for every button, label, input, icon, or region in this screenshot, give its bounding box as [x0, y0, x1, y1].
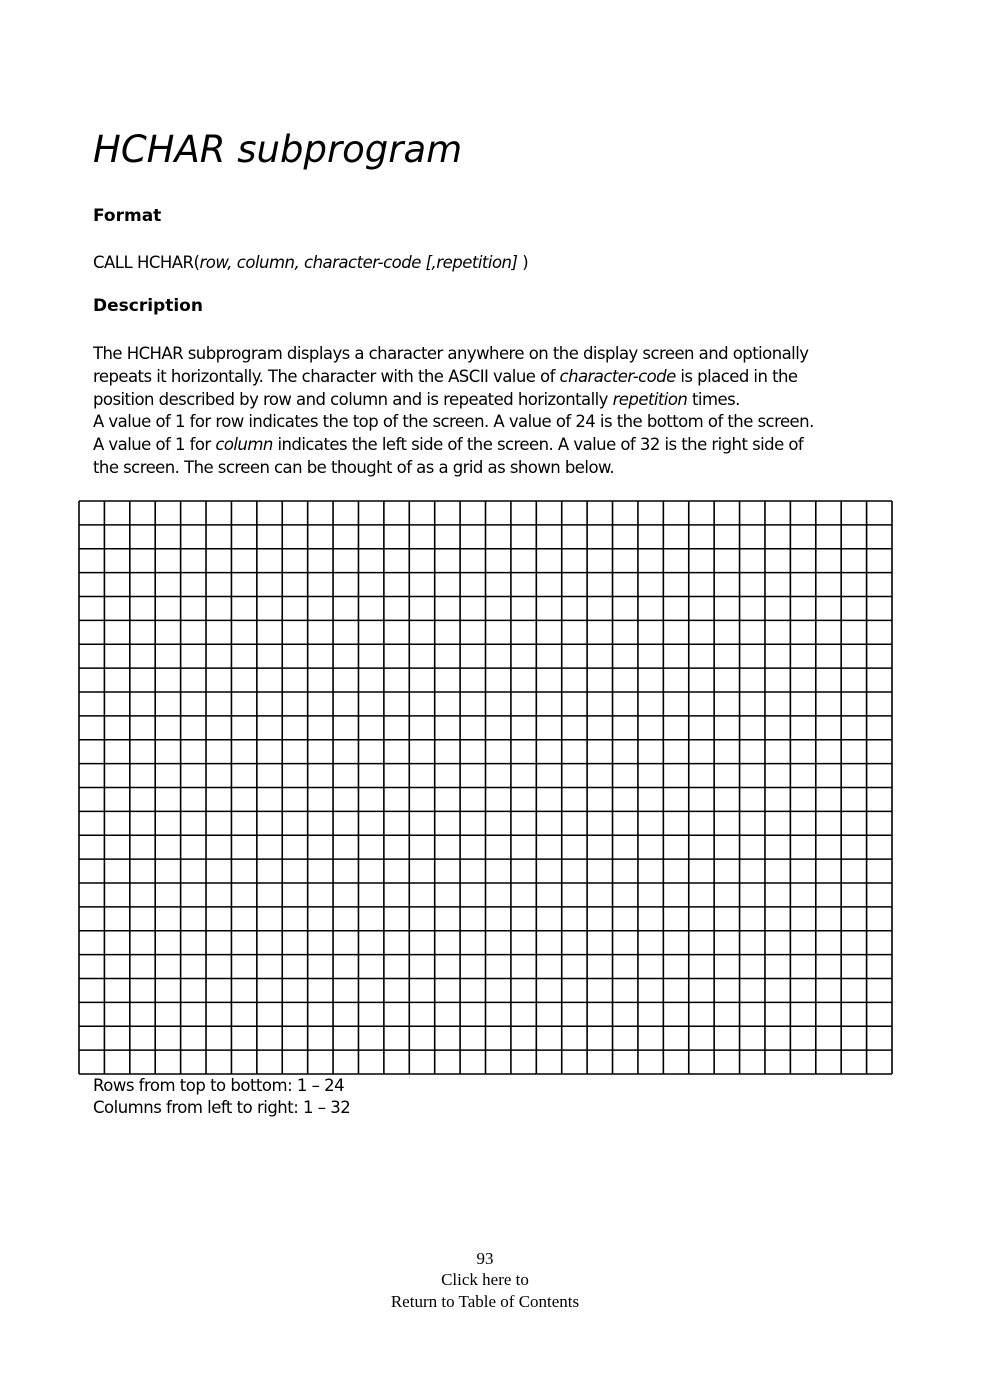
description-text: position described by row and column and is repeated horizontally	[93, 389, 613, 409]
toc-link-line1[interactable]: Click here to	[441, 1270, 529, 1289]
page-number: 93	[476, 1249, 494, 1268]
page-title: HCHAR subprogram	[93, 128, 463, 171]
description-text: repeats it horizontally. The character with the ASCII value of	[93, 366, 560, 386]
description-body	[93, 343, 903, 480]
description-line	[93, 366, 903, 389]
format-call-prefix: CALL HCHAR(	[93, 253, 200, 272]
description-line	[93, 343, 903, 366]
description-text: A value of 1 for row indicates the top of the screen. A value of 24 is the bottom of the screen.	[93, 412, 814, 432]
format-heading: Format	[93, 206, 162, 226]
description-text: indicates the left side of the screen. A value of 32 is the right side of	[272, 435, 804, 455]
description-emphasis: repetition	[612, 389, 688, 409]
screen-grid-diagram	[78, 500, 893, 1075]
description-line	[93, 411, 903, 434]
description-text: times.	[687, 389, 740, 409]
description-line	[93, 457, 903, 480]
description-emphasis: character-code	[559, 366, 676, 386]
description-text: The HCHAR subprogram displays a character anywhere on the display screen and optionally	[93, 344, 809, 363]
description-line	[93, 389, 903, 412]
format-call-args: row, column, character-code [,repetition]	[199, 253, 518, 272]
description-text: A value of 1 for	[93, 435, 216, 455]
description-heading: Description	[93, 296, 203, 316]
description-text: is placed in the	[675, 366, 798, 386]
grid-caption-columns: Columns from left to right: 1 – 32	[93, 1098, 351, 1117]
description-line	[93, 434, 903, 457]
description-emphasis: column	[215, 435, 273, 455]
description-text: the screen. The screen can be thought of as a grid as shown below.	[93, 457, 615, 477]
grid-caption-rows: Rows from top to bottom: 1 – 24	[93, 1076, 345, 1095]
toc-link-line2[interactable]: Return to Table of Contents	[390, 1292, 580, 1311]
screen-grid	[78, 500, 893, 1075]
format-syntax	[93, 253, 528, 272]
format-call-suffix: )	[517, 253, 529, 272]
